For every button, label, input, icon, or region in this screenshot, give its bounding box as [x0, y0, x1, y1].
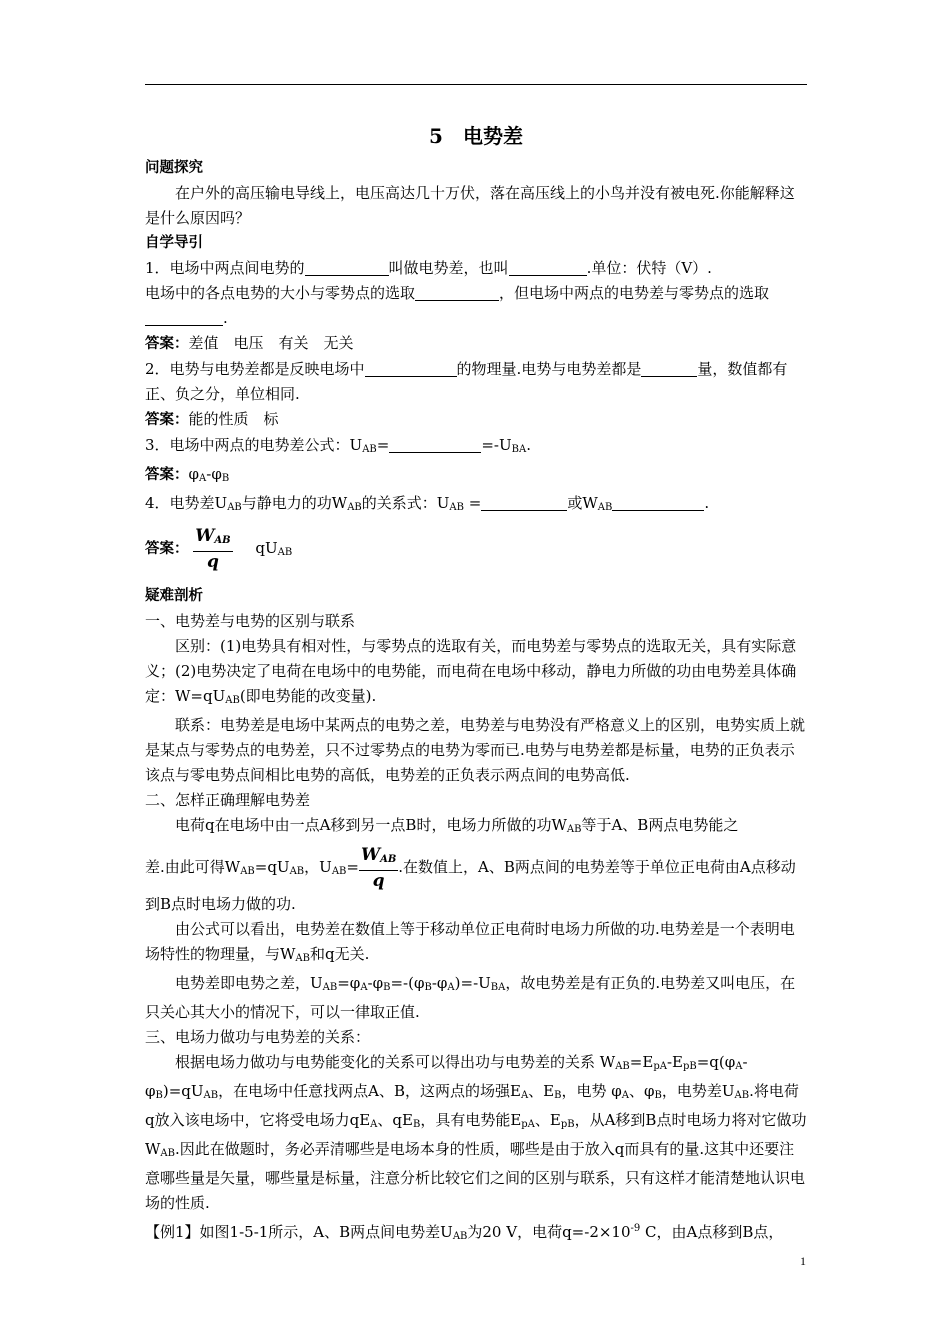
example-1: 【例1】如图1-5-1所示，A、B两点间电势差$U_{AB}$为20 V，电荷$q=-2\times 10^{-9}$ C，由A点移到B点，: [145, 1223, 784, 1242]
answer-3: 答案：$\varphi_A-\varphi_B$: [145, 465, 230, 484]
paragraph-relation: 联系：电势差是电场中某两点的电势之差，电势差与电势没有严格意义上的区别，电势实质上就是某点与零势点的电势差，只不过零势点的电势为零而已.电势与电势差都是标量，电势的正负表示该点与零电势点间相比电势的高低，电势差的正负表示两点间的电势高低.: [145, 716, 806, 784]
subheading-2: 二、怎样正确理解电势差: [145, 791, 311, 809]
answer-1: 答案：差值 电压 有关 无关: [145, 334, 354, 352]
answer-blank: [481, 494, 567, 511]
header-rule: [145, 84, 807, 85]
fraction-w-over-q: $\frac{W_{AB}}{q}$: [360, 845, 397, 891]
answer-blank: [612, 494, 704, 511]
page-title: 5 电势差: [429, 124, 523, 148]
answer-4: 答案： $\frac{W_{AB}}{q}$ $qU_{AB}$: [145, 526, 293, 572]
question-1-cont: 电场中的各点电势的大小与零势点的选取 ，但电场中两点的电势差与零势点的选取.: [145, 284, 770, 327]
subheading-3: 三、电场力做功与电势差的关系：: [145, 1028, 371, 1046]
fraction-w-over-q: $\frac{W_{AB}}{q}$: [195, 526, 231, 572]
paragraph-understand-4: 由公式可以看出，电势差在数值上等于移动单位正电荷时电场力所做的功.电势差是一个表明电场特性的物理量，与$W_{AB}$和q无关.: [145, 920, 795, 964]
paragraph-understand-1: 电荷q在电场中由一点A移到另一点B时，电场力所做的功$W_{AB}$等于A、B两点电势能之: [175, 816, 739, 835]
section-heading-wentitanjiu: 问题探究: [145, 160, 203, 176]
paragraph-work-potential: 根据电场力做功与电势能变化的关系可以得出功与电势差的关系 $W_{AB}=E_{pA}-E_{pB}=q(\varphi_A-\varphi_B)=qU_{AB}$，在电场中任意找两点A、B，这两点的场强$E_A$、$E_B$，电势 $\varphi_A$、$\varphi_B$，电势差$U_{AB}$.将电荷q放入该电场中，它将受电场力$qE_A$、$qE_B$，具有电势能$E_{pA}$、$E_{pB}$，从A移到B点时电场力将对它做功$W_{AB}$.因此在做题时，务必弄清哪些是电场本身的性质，哪些是由于放入q而具有的量.这其中还要注意哪些量是矢量，哪些量是标量，注意分析比较它们之间的区别与联系，只有这样才能清楚地认识电场的性质.: [145, 1053, 807, 1212]
answer-blank: [509, 259, 587, 276]
answer-blank: [389, 436, 481, 453]
page-number: 1: [800, 1254, 806, 1268]
question-2: 2．电势与电势差都是反映电场中 的物理量.电势与电势差都是 量，数值都有正、负之分，单位相同.: [145, 360, 788, 403]
subheading-1: 一、电势差与电势的区别与联系: [145, 612, 356, 630]
paragraph-difference: 区别：(1)电势具有相对性，与零势点的选取有关，而电势差与零势点的选取无关，具有实际意义；(2)电势决定了电荷在电场中的电势能，而电荷在电场中移动，静电力所做的功由电势差具体确定：$W=qU_{AB}$(即电势能的改变量).: [145, 637, 797, 706]
paragraph-understand-3: 到B点时电场力做的功.: [145, 895, 296, 913]
answer-2: 答案：能的性质 标: [145, 410, 279, 428]
paragraph-understand-5: 电势差即电势之差，$U_{AB}=\varphi_A-\varphi_B=-(\varphi_B-\varphi_A)=-U_{BA}$，故电势差是有正负的.电势差又叫电压，在只关心其大小的情况下，可以一律取正值.: [145, 974, 796, 1021]
section-heading-zixue: 自学导引: [145, 235, 203, 251]
answer-blank: [415, 284, 499, 301]
paragraph-understand-2: 差.由此可得$W_{AB}=qU_{AB}$，$U_{AB}=$ $\frac{W_{AB}}{q}$ .在数值上，A、B两点间的电势差等于单位正电荷由A点移动: [145, 845, 796, 891]
paragraph-question: 在户外的高压输电导线上，电压高达几十万伏，落在高压线上的小鸟并没有被电死.你能解释这是什么原因吗？: [145, 184, 795, 227]
answer-blank: [641, 360, 697, 377]
answer-blank: [365, 360, 457, 377]
section-heading-yinan: 疑难剖析: [145, 588, 203, 604]
question-1: 1．电场中两点间电势的 叫做电势差，也叫 .单位：伏特（V）.: [145, 259, 712, 277]
question-3: 3．电场中两点的电势差公式：$U_{AB}= =-U_{BA}$.: [145, 436, 531, 455]
document-body: [145, 120, 807, 1249]
answer-blank: [145, 309, 223, 326]
question-4: 4．电势差$U_{AB}$与静电力的功$W_{AB}$的关系式：$U_{AB}$ = 或$W_{AB}$ .: [145, 494, 710, 513]
answer-blank: [305, 259, 389, 276]
